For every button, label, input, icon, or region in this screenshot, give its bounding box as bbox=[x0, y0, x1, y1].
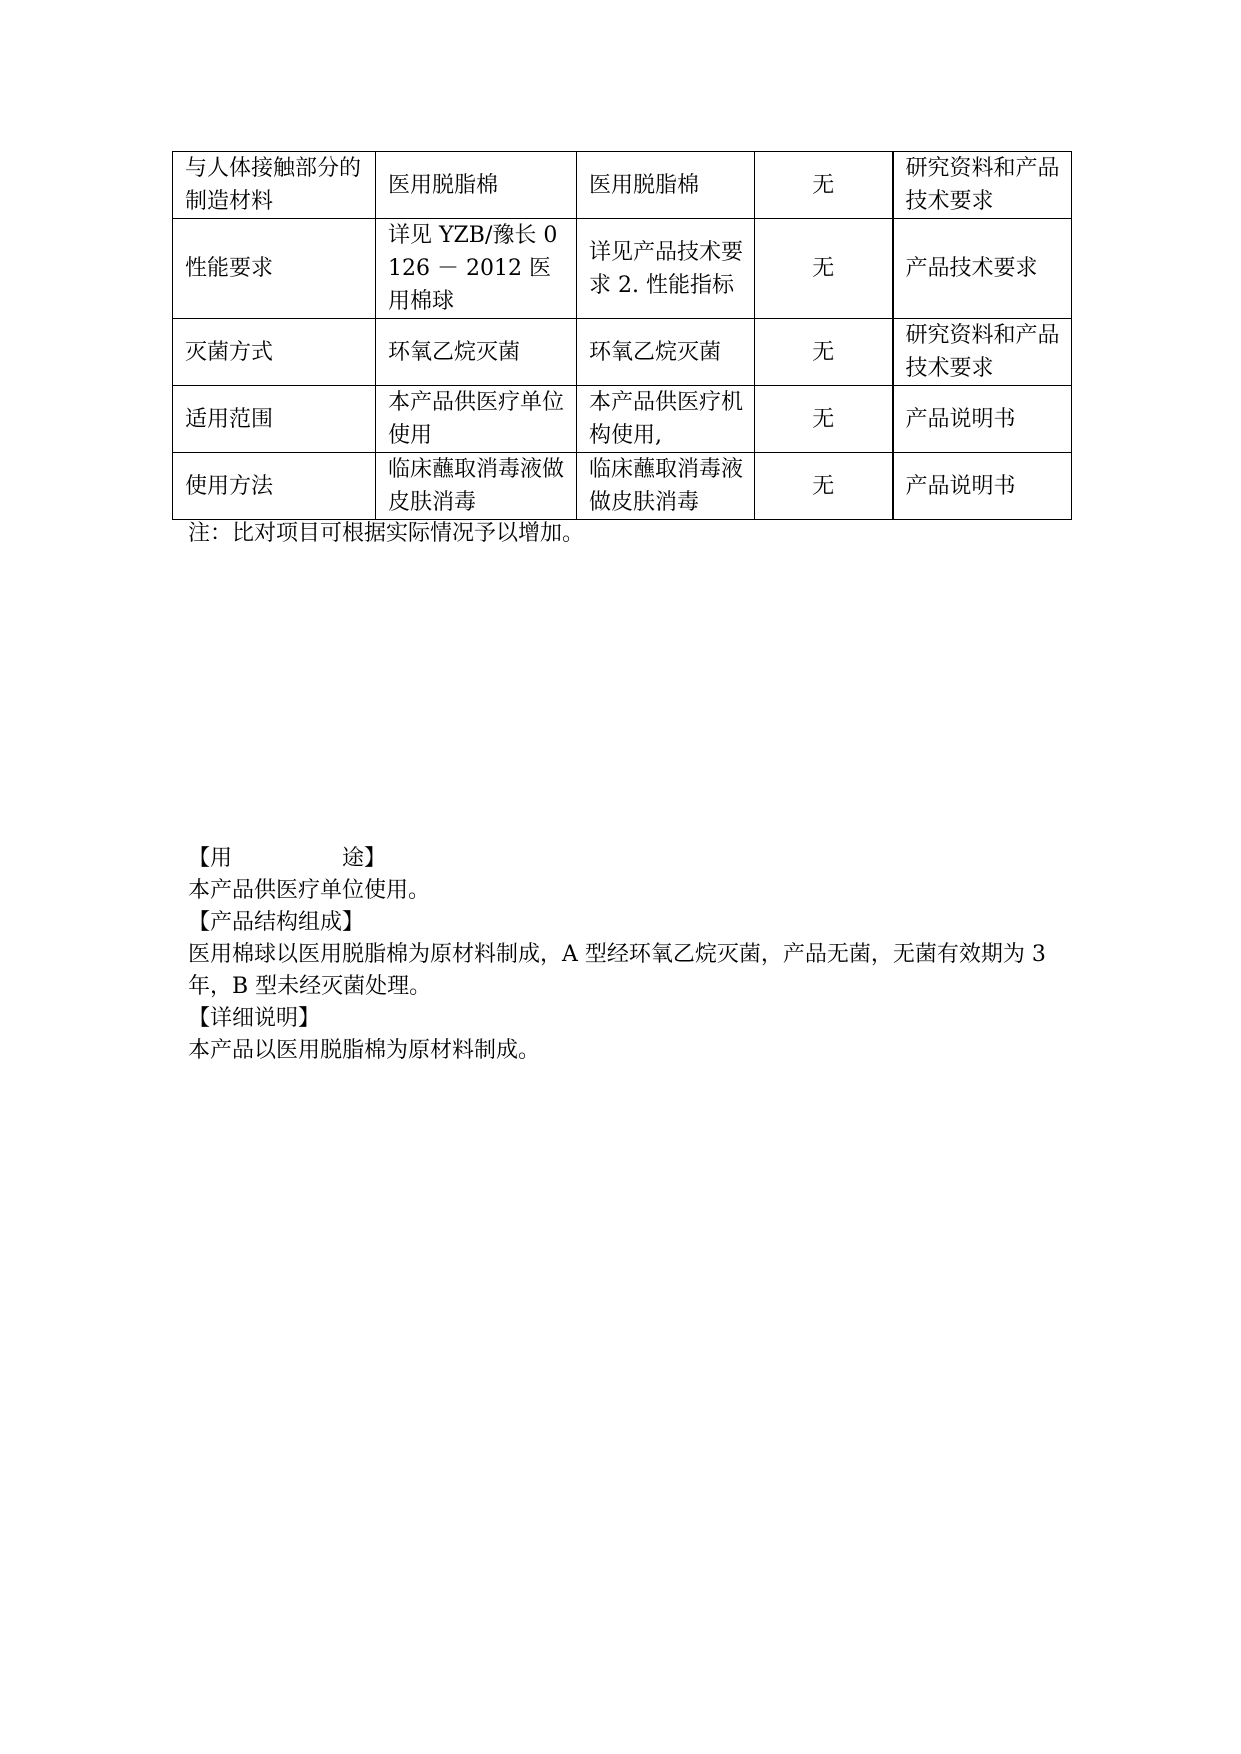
table-cell-source: 研究资料和产品技术要求 bbox=[893, 152, 1072, 219]
table-cell-product-a: 环氧乙烷灭菌 bbox=[376, 319, 577, 386]
table-cell-item: 灭菌方式 bbox=[173, 319, 376, 386]
table-cell-source: 产品说明书 bbox=[893, 453, 1072, 520]
comparison-table bbox=[172, 151, 1072, 520]
table-cell-product-a: 医用脱脂棉 bbox=[376, 152, 577, 219]
table-cell-product-b: 医用脱脂棉 bbox=[577, 152, 755, 219]
detail-text: 本产品以医用脱脂棉为原材料制成。 bbox=[188, 1038, 541, 1063]
table-cell-product-b: 临床蘸取消毒液做皮肤消毒 bbox=[577, 453, 755, 520]
table-row bbox=[173, 386, 1072, 453]
table-cell-item: 与人体接触部分的制造材料 bbox=[173, 152, 376, 219]
structure-text: 医用棉球以医用脱脂棉为原材料制成，A 型经环氧乙烷灭菌，产品无菌，无菌有效期为 3 年，B 型未经灭菌处理。 bbox=[188, 942, 1046, 999]
table-cell-item: 使用方法 bbox=[173, 453, 376, 520]
table-cell-difference: 无 bbox=[755, 453, 893, 520]
table-cell-source: 产品技术要求 bbox=[893, 219, 1072, 319]
table-row bbox=[173, 453, 1072, 520]
table-cell-product-b: 本产品供医疗机构使用, bbox=[577, 386, 755, 453]
table-cell-product-a: 详见 YZB/豫长 0126 － 2012 医用棉球 bbox=[376, 219, 577, 319]
table-cell-item: 性能要求 bbox=[173, 219, 376, 319]
table-cell-product-a: 本产品供医疗单位使用 bbox=[376, 386, 577, 453]
table-cell-source: 产品说明书 bbox=[893, 386, 1072, 453]
table-row bbox=[173, 319, 1072, 386]
table-cell-item: 适用范围 bbox=[173, 386, 376, 453]
table-note: 注：比对项目可根据实际情况予以增加。 bbox=[188, 521, 585, 546]
table-cell-difference: 无 bbox=[755, 319, 893, 386]
table-cell-product-b: 环氧乙烷灭菌 bbox=[577, 319, 755, 386]
usage-text: 本产品供医疗单位使用。 bbox=[188, 878, 431, 903]
table-cell-difference: 无 bbox=[755, 152, 893, 219]
table-row bbox=[173, 219, 1072, 319]
table-cell-source: 研究资料和产品技术要求 bbox=[893, 319, 1072, 386]
table-cell-difference: 无 bbox=[755, 219, 893, 319]
table-cell-difference: 无 bbox=[755, 386, 893, 453]
detail-heading: 【详细说明】 bbox=[188, 1006, 321, 1031]
structure-heading: 【产品结构组成】 bbox=[188, 910, 365, 935]
table-cell-product-b: 详见产品技术要求 2. 性能指标 bbox=[577, 219, 755, 319]
usage-heading: 【用 途】 bbox=[188, 846, 387, 871]
table-row bbox=[173, 152, 1072, 219]
table-cell-product-a: 临床蘸取消毒液做皮肤消毒 bbox=[376, 453, 577, 520]
